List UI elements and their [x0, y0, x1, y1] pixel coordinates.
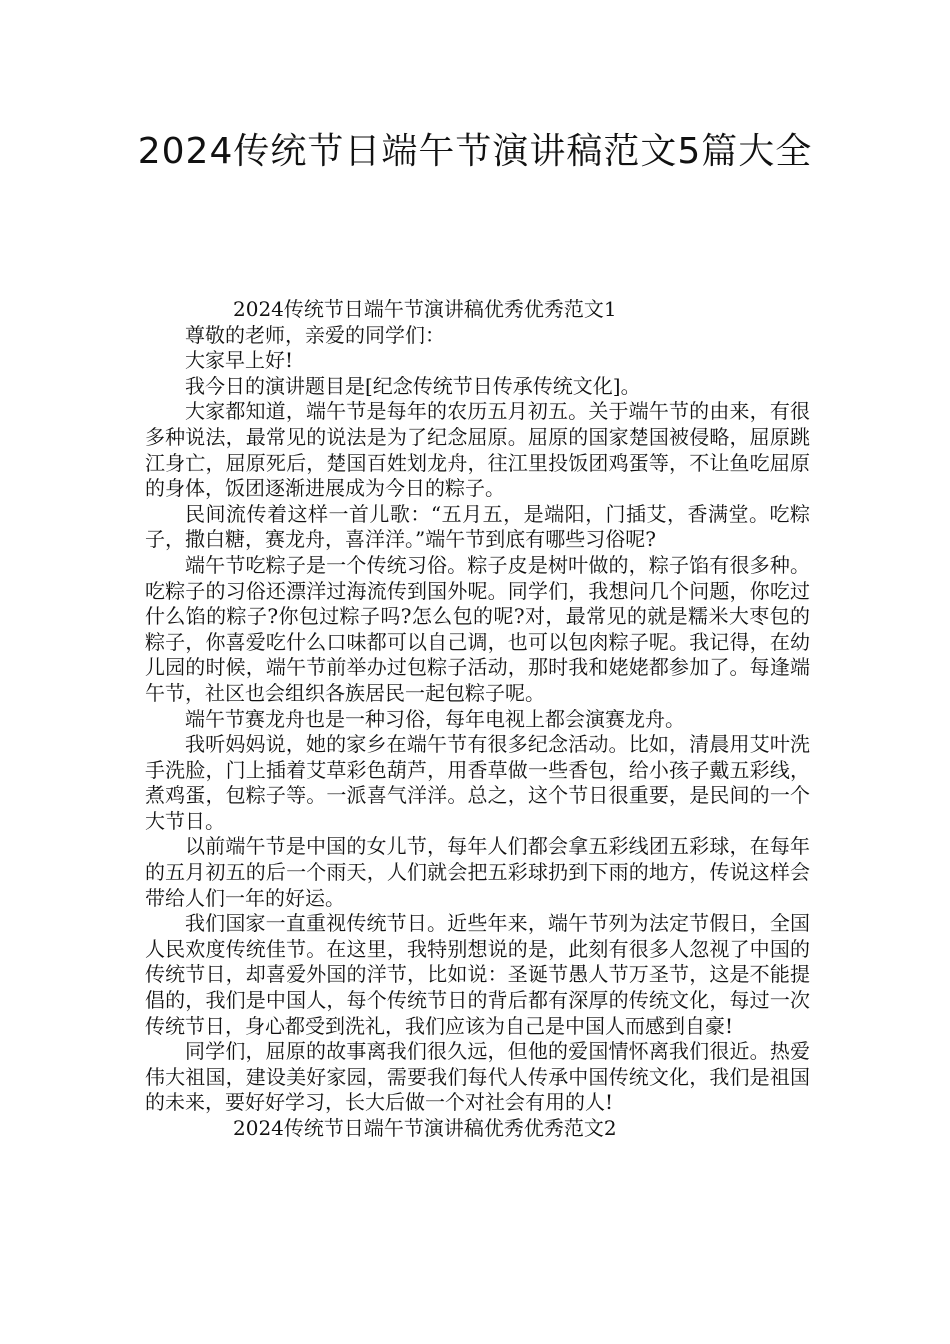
- document-title: 2024传统节日端午节演讲稿范文5篇大全: [137, 131, 813, 172]
- body-paragraph: 大家早上好!: [185, 348, 294, 373]
- body-paragraph: 端午节赛龙舟也是一种习俗，每年电视上都会演赛龙舟。: [185, 706, 685, 731]
- body-paragraph: 尊敬的老师，亲爱的同学们：: [185, 322, 445, 347]
- body-paragraph: 民间流传着这样一首儿歌：“五月五，是端阳，门插艾，香满堂。吃粽子，撒白糖，赛龙舟，喜洋洋。”端午节到底有哪些习俗呢?: [145, 501, 810, 552]
- section-heading: 2024传统节日端午节演讲稿优秀优秀范文1: [233, 297, 617, 321]
- body-paragraph: 端午节吃粽子是一个传统习俗。粽子皮是树叶做的，粽子馅有很多种。吃粽子的习俗还漂洋过海流传到国外呢。同学们，我想问几个问题，你吃过什么馅的粽子?你包过粽子吗?怎么包的呢?对，最常见的就是糯米大枣包的粽子，你喜爱吃什么口味都可以自己调，也可以包肉粽子呢。我记得，在幼儿园的时候，端午节前举办过包粽子活动，那时我和姥姥都参加了。每逢端午节，社区也会组织各族居民一起包粽子呢。: [145, 552, 810, 705]
- body-paragraph: 我今日的演讲题目是[纪念传统节日传承传统文化]。: [185, 373, 641, 398]
- body-paragraph: 我们国家一直重视传统节日。近些年来，端午节列为法定节假日，全国人民欢度传统佳节。在这里，我特别想说的是，此刻有很多人忽视了中国的传统节日，却喜爱外国的洋节，比如说：圣诞节愚人节万圣节，这是不能提倡的，我们是中国人，每个传统节日的背后都有深厚的传统文化，每过一次传统节日，身心都受到洗礼，我们应该为自己是中国人而感到自豪!: [145, 911, 810, 1038]
- body-paragraph: 以前端午节是中国的女儿节，每年人们都会拿五彩线团五彩球，在每年的五月初五的后一个雨天，人们就会把五彩球扔到下雨的地方，传说这样会带给人们一年的好运。: [145, 834, 810, 910]
- body-paragraph: 同学们，屈原的故事离我们很久远，但他的爱国情怀离我们很近。热爱伟大祖国，建设美好家园，需要我们每代人传承中国传统文化，我们是祖国的未来，要好好学习，长大后做一个对社会有用的人!: [145, 1039, 810, 1115]
- body-paragraph: 大家都知道，端午节是每年的农历五月初五。关于端午节的由来，有很多种说法，最常见的说法是为了纪念屈原。屈原的国家楚国被侵略，屈原跳江身亡，屈原死后，楚国百姓划龙舟，往江里投饭团鸡蛋等，不让鱼吃屈原的身体，饭团逐渐进展成为今日的粽子。: [145, 399, 810, 501]
- section-heading: 2024传统节日端午节演讲稿优秀优秀范文2: [233, 1116, 617, 1140]
- document-body: [145, 297, 810, 1142]
- body-paragraph: 我听妈妈说，她的家乡在端午节有很多纪念活动。比如，清晨用艾叶洗手洗脸，门上插着艾草彩色葫芦，用香草做一些香包，给小孩子戴五彩线，煮鸡蛋，包粽子等。一派喜气洋洋。总之，这个节日很重要，是民间的一个大节日。: [145, 732, 810, 833]
